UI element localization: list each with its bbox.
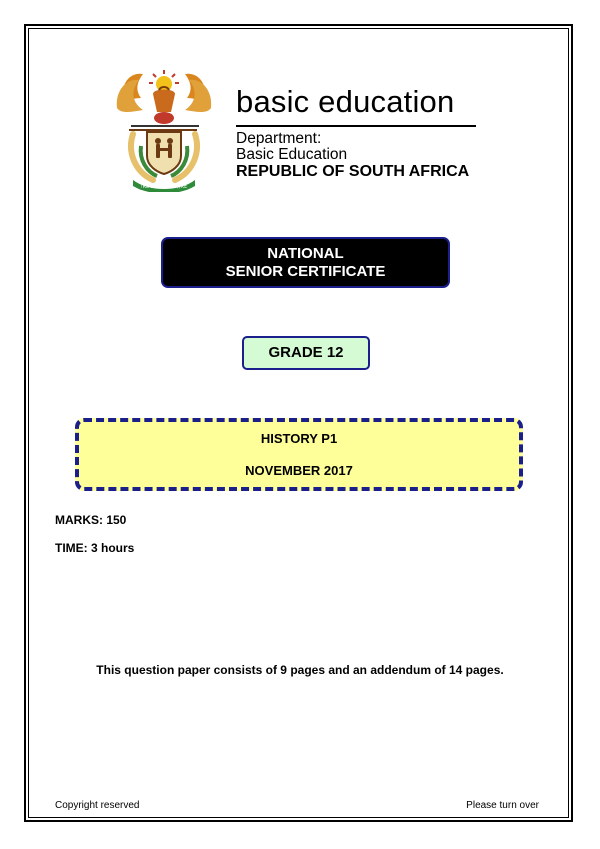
department-name: Basic Education xyxy=(236,146,348,163)
certificate-title-box xyxy=(161,237,450,288)
certificate-title-line2: SENIOR CERTIFICATE xyxy=(225,262,386,280)
brand-underline-divider xyxy=(236,125,476,127)
page-count-notice: This question paper consists of 9 pages and an addendum of 14 pages. xyxy=(96,663,504,677)
copyright-footer: Copyright reserved xyxy=(55,800,140,811)
country-name: REPUBLIC OF SOUTH AFRICA xyxy=(236,163,470,180)
time-info: TIME: 3 hours xyxy=(55,541,135,555)
svg-text:!KE E: /XARRA //KE: !KE E: /XARRA //KE xyxy=(140,184,188,190)
subject-box xyxy=(75,418,523,491)
turn-over-footer: Please turn over xyxy=(466,800,539,811)
subject-name: HISTORY P1 xyxy=(260,431,338,446)
exam-session: NOVEMBER 2017 xyxy=(245,463,353,478)
department-label: Department: xyxy=(236,130,322,147)
department-brand-name: basic education xyxy=(236,84,455,119)
coat-of-arms-logo xyxy=(113,68,215,192)
certificate-title-line1: NATIONAL xyxy=(267,244,344,262)
grade-badge: GRADE 12 xyxy=(242,336,370,370)
marks-info: MARKS: 150 xyxy=(55,513,127,527)
